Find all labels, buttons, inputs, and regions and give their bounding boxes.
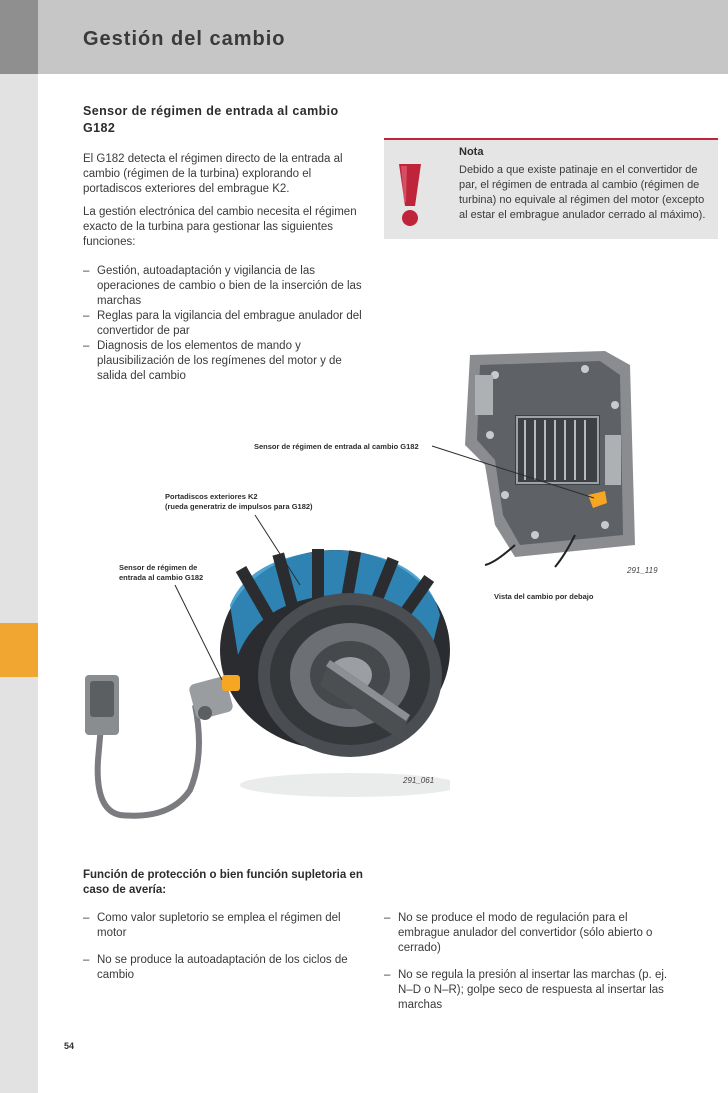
list-item: – No se regula la presión al insertar las marchas (p. ej. N–D o N–R); golpe seco de respuesta al insertar las marchas — [384, 968, 674, 1013]
sensor-label-line-2: entrada al cambio G182 — [119, 573, 204, 582]
function-list — [83, 264, 373, 384]
carrier-label-line-2: (rueda generatriz de impulsos para G182) — [165, 502, 313, 511]
intro-paragraph-2: La gestión electrónica del cambio necesita el régimen exacto de la turbina para gestionar las siguientes funciones: — [83, 206, 357, 248]
note-text: Debido a que existe patinaje en el convertidor de par, el régimen de entrada al cambio (régimen de turbina) no equivale al régimen del motor (excepto al estar el embrague anulador cerrado al máximo). — [459, 164, 706, 221]
leader-line-top — [430, 440, 600, 505]
leader-lines-main — [170, 510, 340, 690]
section-title: Sensor de régimen de entrada al cambio G182 — [83, 104, 339, 135]
list-item: – No se produce la autoadaptación de los ciclos de cambio — [83, 953, 373, 983]
protection-list-right — [384, 911, 674, 1013]
left-margin-strip — [0, 0, 38, 1093]
sensor-label — [119, 563, 203, 583]
list-item: – No se produce el modo de regulación para el embrague anulador del convertidor (sólo abierto o cerrado) — [384, 911, 674, 956]
top-figure-number: 291_119 — [627, 566, 658, 575]
carrier-label-line-1: Portadiscos exteriores K2 — [165, 492, 258, 501]
list-item: – Como valor supletorio se emplea el régimen del motor — [83, 911, 373, 941]
carrier-label — [165, 492, 313, 512]
top-figure-sensor-label: Sensor de régimen de entrada al cambio G182 — [254, 442, 419, 451]
list-item: – Diagnosis de los elementos de mando y plausibilización de los regímenes del motor y de salida del cambio — [83, 339, 373, 384]
protection-title: Función de protección o bien función supletoria en caso de avería: — [83, 869, 363, 896]
left-margin-header-block — [0, 0, 38, 74]
note-title: Nota — [459, 146, 484, 158]
page-title: Gestión del cambio — [83, 28, 286, 50]
left-margin-accent-tab — [0, 623, 38, 677]
top-figure-caption: Vista del cambio por debajo — [494, 592, 594, 601]
protection-list-left — [83, 911, 373, 983]
sensor-label-line-1: Sensor de régimen de — [119, 563, 198, 572]
intro-paragraph-1: El G182 detecta el régimen directo de la entrada al cambio (régimen de la turbina) explorando el portadiscos exteriores del embrague K2. — [83, 153, 343, 195]
page-number: 54 — [64, 1041, 75, 1051]
exclamation-icon — [392, 162, 428, 228]
list-item: – Gestión, autoadaptación y vigilancia de las operaciones de cambio o bien de la inserción de las marchas — [83, 264, 373, 309]
main-figure-number: 291_061 — [403, 776, 435, 785]
list-item: – Reglas para la vigilancia del embrague anulador del convertidor de par — [83, 309, 373, 339]
